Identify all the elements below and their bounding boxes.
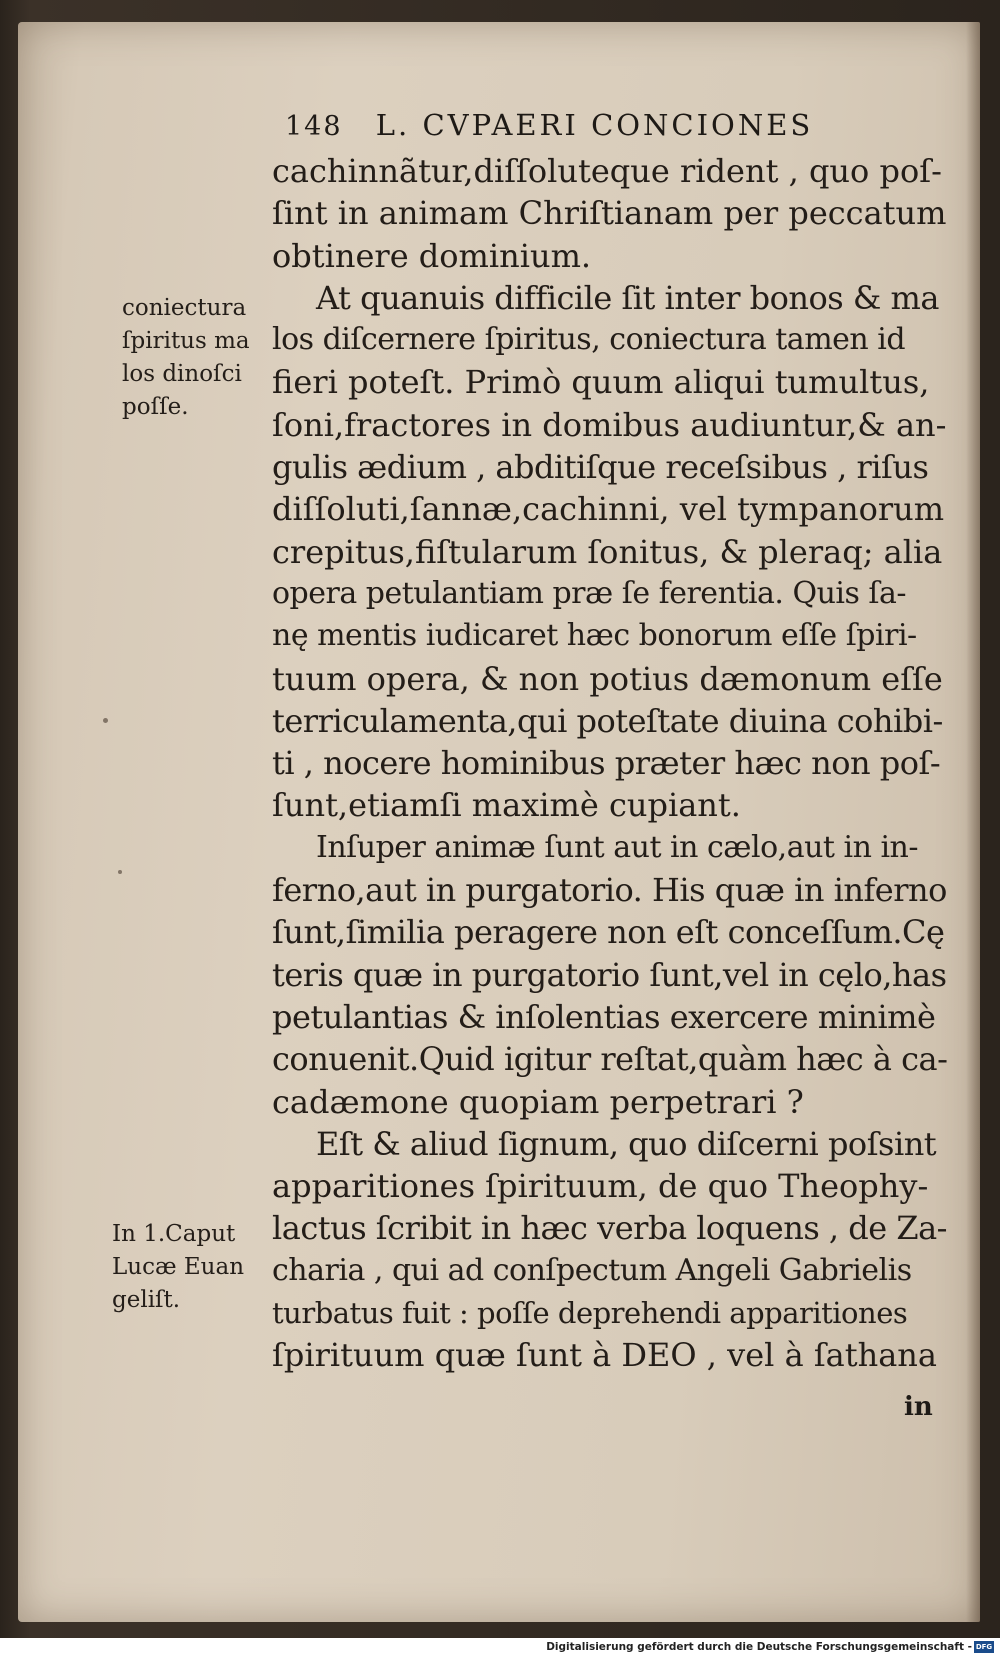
margin-note-line: ſpiritus ma — [122, 328, 250, 354]
text-line: ti , nocere hominibus præter hæc non poſ- — [272, 744, 941, 783]
text-line: ſunt,ſimilia peragere non eſt conceſſum.Cę — [272, 913, 945, 952]
margin-note-line: Lucæ Euan — [112, 1254, 245, 1280]
text-line: petulantias & inſolentias exercere minimè — [272, 997, 936, 1036]
paper-speck — [118, 870, 122, 874]
text-line: teris quæ in purgatorio ſunt,vel in cęlo,has — [272, 955, 947, 994]
margin-note-line: poſſe. — [122, 394, 189, 420]
page-number: 148 — [285, 111, 343, 142]
text-line: apparitiones ſpirituum, de quo Theophy- — [272, 1167, 929, 1206]
text-line: ſpirituum quæ ſunt à DEO , vel à ſathana — [272, 1336, 937, 1375]
running-header — [285, 108, 885, 152]
text-line: charia , qui ad conſpectum Angeli Gabrielis — [272, 1252, 912, 1288]
page-edge-shadow — [966, 22, 980, 1622]
text-line: nę mentis iudicaret hæc bonorum eſſe ſpiri- — [272, 618, 917, 654]
text-line: ferno,aut in purgatorio. His quæ in inferno — [272, 871, 947, 910]
paper-speck — [103, 718, 108, 723]
margin-note-citation — [112, 1218, 262, 1317]
text-line: tuum opera, & non potius dæmonum eſſe — [272, 659, 943, 698]
digitization-footer — [0, 1638, 1000, 1656]
margin-note-line: los dinoſci — [122, 361, 242, 387]
dfg-logo: DFG — [975, 1643, 993, 1651]
funding-credit: Digitalisierung gefördert durch die Deutsche Forschungsgemeinschaft - — [546, 1641, 972, 1653]
text-line: gulis ædium , abditiſque receſsibus , riſus — [272, 448, 929, 487]
text-line: Inſuper animæ ſunt aut in cælo,aut in in- — [316, 829, 918, 865]
text-line: ſint in animam Chriſtianam per peccatum — [272, 194, 947, 233]
text-line: cadæmone quopiam perpetrari ? — [272, 1082, 804, 1121]
text-line: At quanuis difficile ſit inter bonos & ma — [316, 278, 939, 317]
text-line: turbatus fuit : poſſe deprehendi apparitiones — [272, 1296, 908, 1331]
text-line: diſſoluti,ſannæ,cachinni, vel tympanorum — [272, 490, 945, 529]
text-line: lactus ſcribit in hæc verba loquens , de Za- — [272, 1209, 947, 1248]
text-line: crepitus,fiſtularum ſonitus, & pleraq; alia — [272, 532, 943, 571]
margin-note-line: In 1.Caput — [112, 1221, 236, 1247]
margin-note-line: coniectura — [122, 295, 247, 321]
main-text-block — [272, 150, 948, 1377]
text-line: conuenit.Quid igitur reſtat,quàm hæc à ca- — [272, 1040, 948, 1079]
catchword: in — [904, 1392, 933, 1422]
text-line: ſunt,etiamſi maximè cupiant. — [272, 786, 741, 825]
text-line: opera petulantiam præ ſe ferentia. Quis ſa- — [272, 575, 907, 611]
text-line: fieri poteſt. Primò quum aliqui tumultus, — [272, 363, 930, 402]
text-line: ſoni,fractores in domibus audiuntur,& an- — [272, 405, 947, 444]
text-line: cachinnãtur,diſſoluteque rident , quo poſ- — [272, 152, 942, 190]
text-line: obtinere dominium. — [272, 236, 592, 275]
text-line: los diſcernere ſpiritus, coniectura tamen id — [272, 322, 906, 358]
text-line: Eſt & aliud ſignum, quo diſcerni poſsint — [316, 1124, 937, 1163]
running-title: L. CVPAERI CONCIONES — [375, 108, 814, 142]
margin-note-coniectura — [122, 292, 272, 424]
text-line: terriculamenta,qui poteſtate diuina cohibi- — [272, 701, 943, 740]
margin-note-line: geliſt. — [112, 1287, 181, 1313]
